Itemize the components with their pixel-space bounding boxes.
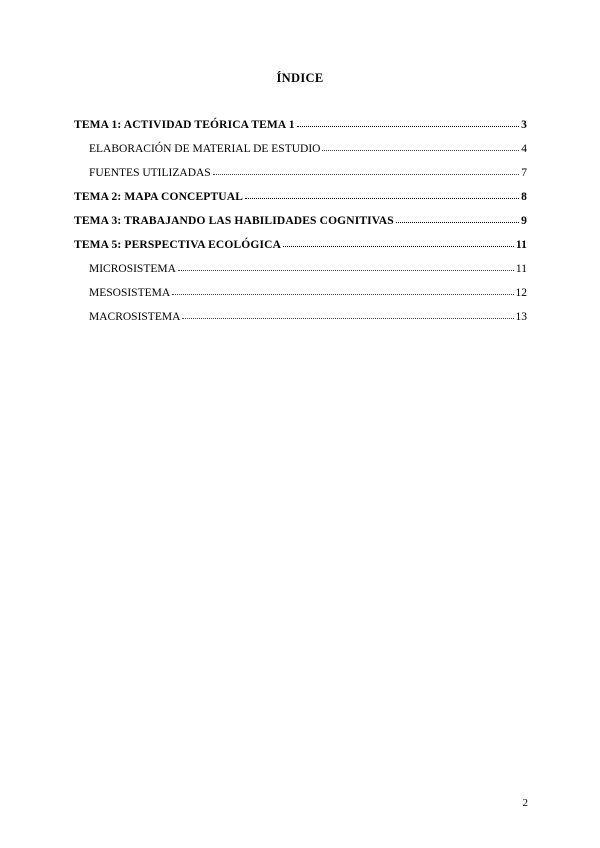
toc-entry-page: 11	[515, 239, 527, 251]
toc-dot-leader	[213, 166, 520, 176]
page-number: 2	[522, 797, 528, 809]
toc-entry-label: TEMA 5: PERSPECTIVA ECOLÓGICA	[74, 239, 282, 251]
toc-dot-leader	[178, 262, 514, 272]
toc-entry-label: MICROSISTEMA	[89, 263, 176, 275]
toc-entry-microsistema[interactable]	[74, 260, 527, 284]
toc-title: ÍNDICE	[276, 71, 324, 85]
toc-dot-leader	[283, 238, 514, 248]
toc-entry-page: 11	[515, 263, 527, 275]
toc-entry-page: 12	[515, 287, 527, 299]
toc-dot-leader	[297, 118, 519, 128]
toc-entry-tema-2[interactable]	[74, 188, 527, 212]
toc-dot-leader	[396, 214, 519, 224]
toc-entry-fuentes-utilizadas[interactable]	[74, 164, 527, 188]
toc-entry-tema-1[interactable]	[74, 116, 527, 140]
toc-entry-label: TEMA 3: TRABAJANDO LAS HABILIDADES COGNITIVAS	[74, 215, 394, 227]
table-of-contents	[74, 116, 527, 332]
toc-dot-leader	[182, 310, 513, 320]
toc-entry-mesosistema[interactable]	[74, 284, 527, 308]
toc-entry-tema-3[interactable]	[74, 212, 527, 236]
toc-entry-tema-5[interactable]	[74, 236, 527, 260]
toc-entry-label: FUENTES UTILIZADAS	[89, 167, 211, 179]
toc-entry-page: 13	[515, 311, 527, 323]
toc-entry-label: TEMA 1: ACTIVIDAD TEÓRICA TEMA 1	[74, 119, 295, 131]
toc-entry-label: MACROSISTEMA	[89, 311, 181, 323]
toc-entry-page: 4	[521, 143, 527, 155]
toc-entry-label: ELABORACIÓN DE MATERIAL DE ESTUDIO	[89, 143, 321, 155]
toc-dot-leader	[322, 142, 519, 152]
toc-entry-macrosistema[interactable]	[74, 308, 527, 332]
toc-entry-page: 8	[521, 191, 527, 203]
toc-entry-elaboracion-material[interactable]	[74, 140, 527, 164]
toc-entry-page: 3	[521, 119, 527, 131]
toc-entry-page: 9	[521, 215, 527, 227]
toc-dot-leader	[245, 190, 519, 200]
toc-dot-leader	[172, 286, 513, 296]
toc-entry-page: 7	[521, 167, 527, 179]
toc-entry-label: TEMA 2: MAPA CONCEPTUAL	[74, 191, 244, 203]
toc-entry-label: MESOSISTEMA	[89, 287, 171, 299]
